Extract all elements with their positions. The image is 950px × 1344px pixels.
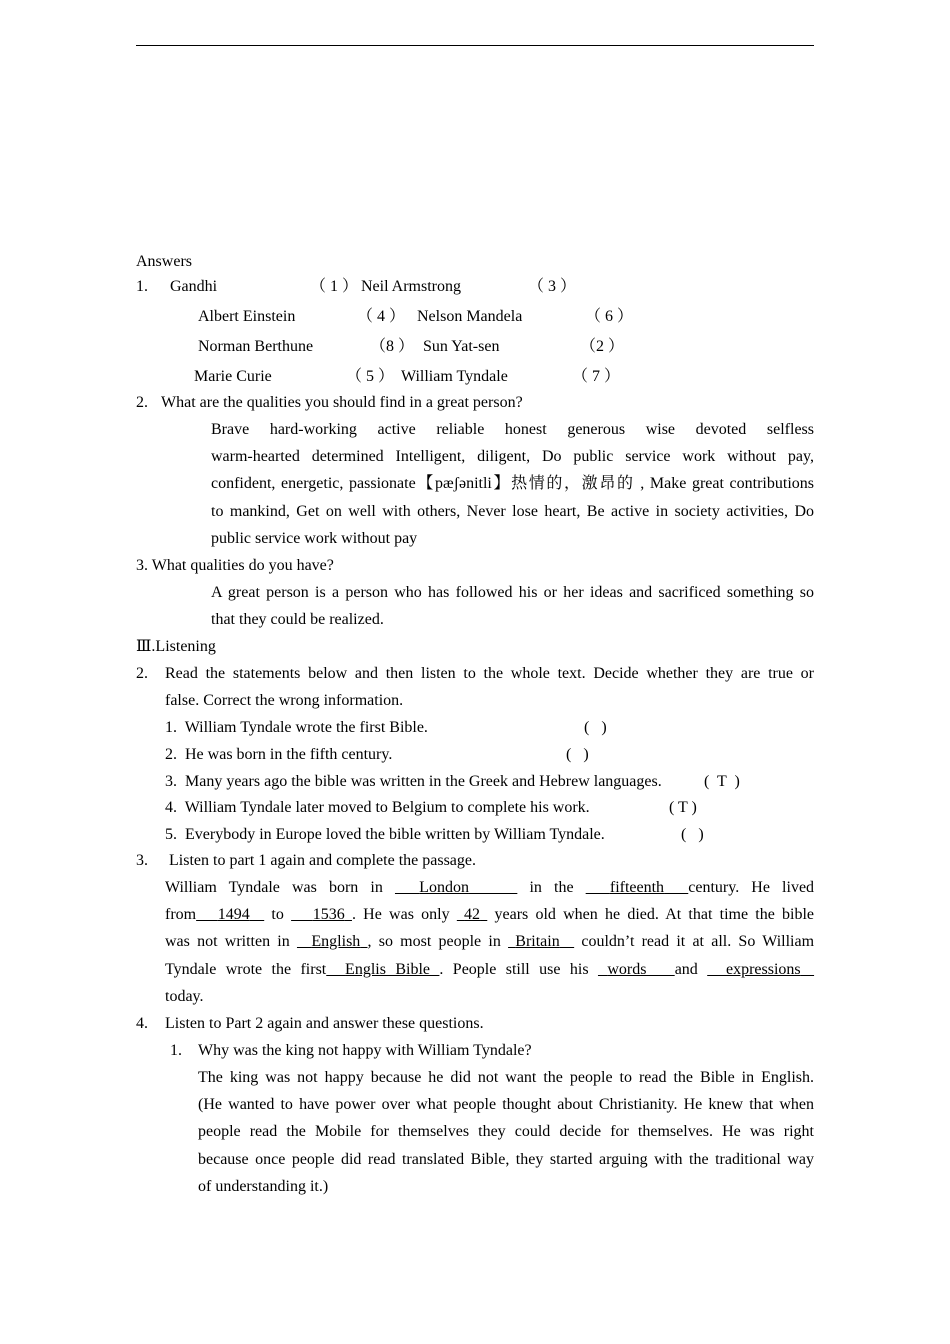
task2-instruction: Read the statements below and then listen to the whole text. Decide whether they are true or [165,665,814,682]
passage-text: from [165,906,197,923]
blank-answer: words [607,961,647,978]
passage-text: was not written in [165,933,290,950]
passage-line: today. [165,988,204,1005]
match-name: Norman Berthune [198,338,314,355]
listening-heading: Ⅲ.Listening [136,638,216,655]
task2-number: 2. [136,665,148,682]
task4-instruction: Listen to Part 2 again and answer these questions. [165,1015,484,1032]
q3-question: 3. What qualities do you have? [136,557,334,574]
passage-line [165,961,814,979]
task4-question: Why was the king not happy with William Tyndale? [198,1042,532,1059]
match-name: Albert Einstein [198,308,296,325]
q3-answer-line: A great person is a person who has followed his or her ideas and sacrificed something so [211,584,814,601]
statement: 5. Everybody in Europe loved the bible written by William Tyndale. [165,826,605,843]
q2-answer-line: Brave hard-working active reliable honest generous wise devoted selfless [211,421,814,438]
blank-answer: London [419,879,469,896]
true-false-mark: ( ) [681,826,704,843]
true-false-mark: ( ) [584,719,607,736]
match-answer: （ 5 ） [346,368,395,385]
q2-answer-line: to mankind, Get on well with others, Never lose heart, Be active in society activities, Do [211,503,814,520]
match-answer: （ 1 ） [310,278,359,295]
blank-answer: Britain [515,933,560,950]
task4-number: 4. [136,1015,148,1032]
statement: 1. William Tyndale wrote the first Bible. [165,719,428,736]
passage-line [165,933,814,951]
passage-text: Tyndale wrote the first [165,961,327,978]
blank-answer: 1494 [217,906,250,923]
task4-answer-line: because once people did read translated Bible, they started arguing with the traditional way [198,1151,814,1168]
passage-text: to [271,906,284,923]
passage-text: and [674,961,698,978]
task3-number: 3. [136,852,148,869]
match-name: Neil Armstrong [361,278,461,295]
q1-number: 1. [136,278,148,295]
task2-instruction: false. Correct the wrong information. [165,692,404,709]
match-answer: （ 4 ） [357,308,406,325]
blank-answer: expressions [726,961,801,978]
passage-text: , so most people in [367,933,501,950]
answers-heading: Answers [136,253,192,270]
q2-answer-line: confident, energetic, passionate【pæʃənitli】热情的，激昂的 , Make great contributions [211,475,814,492]
match-name: Sun Yat-sen [423,338,500,355]
task4-answer-line: The king was not happy because he did not want the people to read the Bible in English. [198,1069,814,1086]
task4-question-number: 1. [170,1042,182,1059]
task4-answer-line: of understanding it.) [198,1178,329,1195]
passage-text: century. He lived [688,879,815,896]
blank-answer: 1536 [312,906,345,923]
passage-line [165,879,814,897]
blank-answer: fifteenth [609,879,665,896]
true-false-mark: ( T ) [704,773,740,790]
match-name: Nelson Mandela [417,308,523,325]
task4-answer-line: people read the Mobile for themselves they could decide for themselves. He was right [198,1123,814,1140]
match-answer: （ 7 ） [572,368,621,385]
match-answer: （2 ） [580,338,625,355]
blank-answer: Englis Bible [345,961,430,978]
q2-question: What are the qualities you should find in a great person? [161,394,523,411]
q2-number: 2. [136,394,148,411]
passage-text: William Tyndale was born in [165,879,383,896]
match-answer: （8 ） [370,338,415,355]
blank-answer: English [311,933,361,950]
passage-line [165,906,814,924]
passage-text: couldn’t read it at all. So William [581,933,815,950]
match-answer: （ 6 ） [585,308,634,325]
match-name: Marie Curie [194,368,272,385]
statement: 2. He was born in the fifth century. [165,746,393,763]
q2-answer-line: warm-hearted determined Intelligent, diligent, Do public service work without pay, [211,448,814,465]
passage-text: . He was only [351,906,450,923]
q3-answer-line: that they could be realized. [211,611,384,628]
true-false-mark: ( T ) [669,799,697,816]
statement: 4. William Tyndale later moved to Belgium to complete his work. [165,799,590,816]
task3-instruction: Listen to part 1 again and complete the passage. [169,852,477,869]
match-name: Gandhi [170,278,218,295]
passage-text: . People still use his [439,961,589,978]
passage-text: years old when he died. At that time the bible [494,906,815,923]
passage-text: in the [529,879,574,896]
q2-answer-line: public service work without pay [211,530,418,547]
statement: 3. Many years ago the bible was written in the Greek and Hebrew languages. [165,773,662,790]
match-answer: （ 3 ） [528,278,577,295]
true-false-mark: ( ) [566,746,589,763]
task4-answer-line: (He wanted to have power over what people thought about Christianity. He knew that when [198,1096,814,1113]
header-rule [136,45,814,46]
blank-answer: 42 [464,906,481,923]
match-name: William Tyndale [401,368,508,385]
